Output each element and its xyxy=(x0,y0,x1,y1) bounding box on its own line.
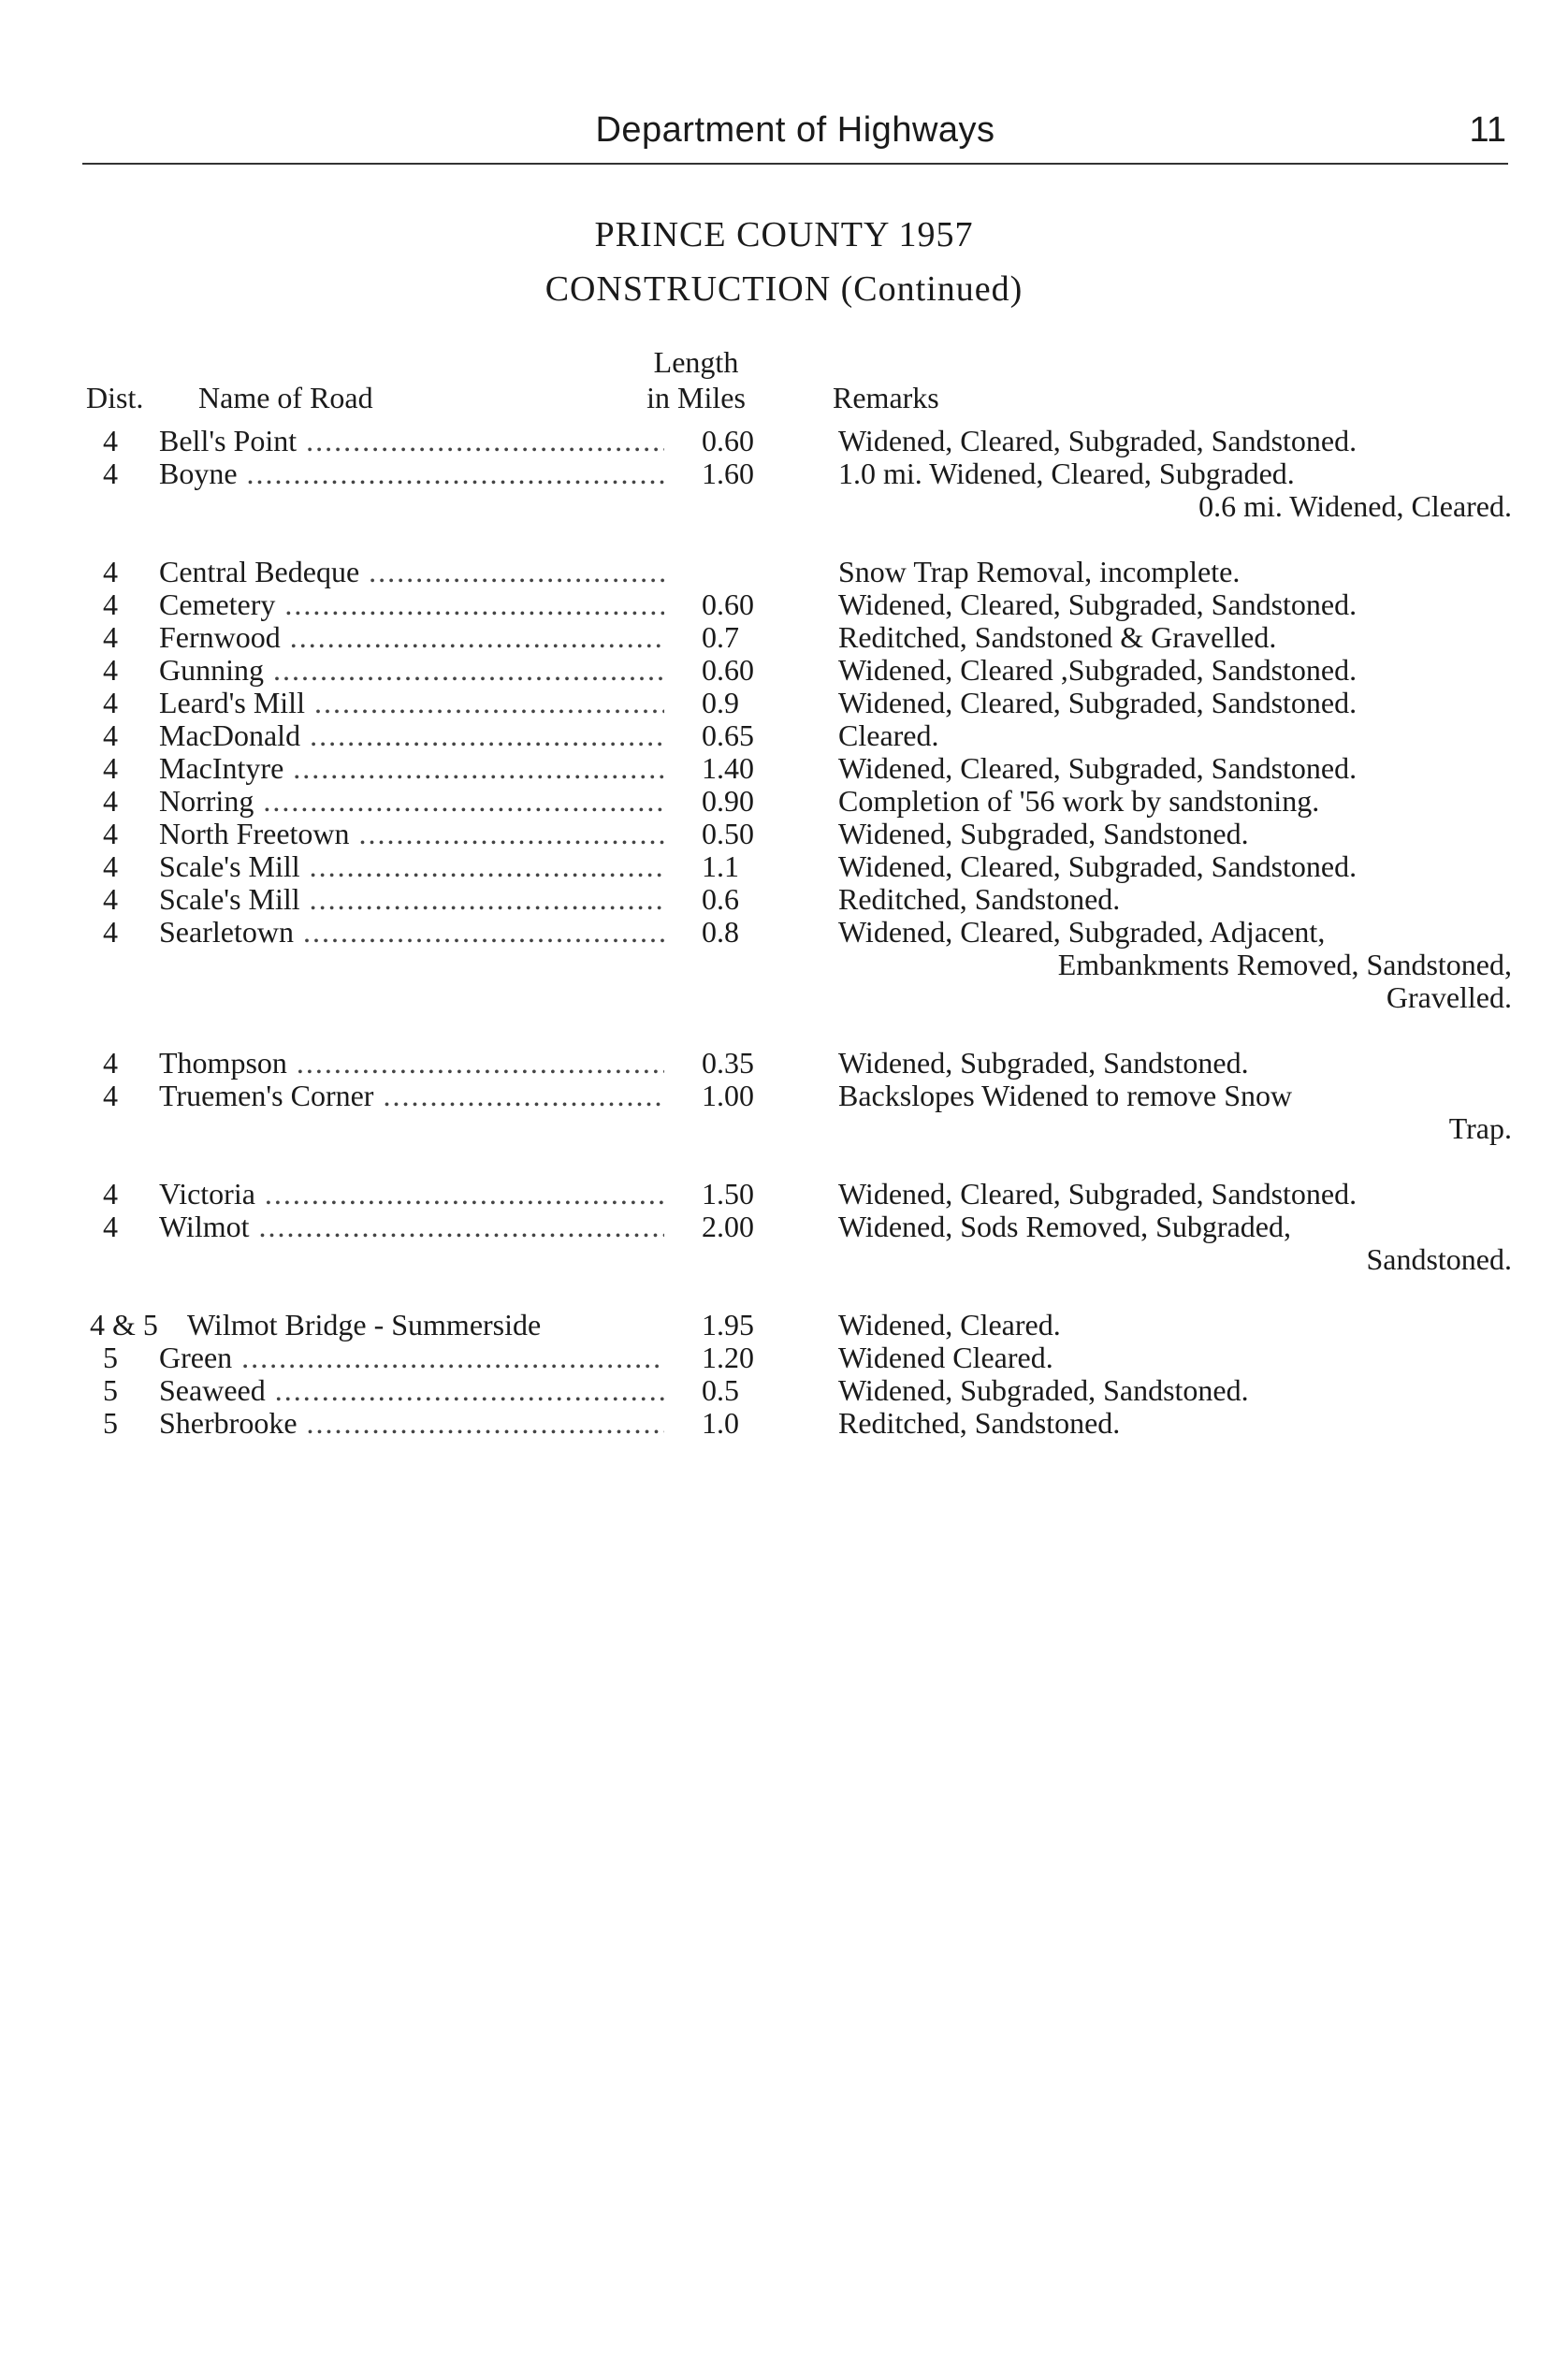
remarks-line: 1.0 mi. Widened, Cleared, Subgraded. xyxy=(838,457,1295,490)
length-cell: 1.1 xyxy=(702,849,739,883)
remarks-line: Completion of '56 work by sandstoning. xyxy=(838,784,1320,818)
title-line-1: PRINCE COUNTY 1957 xyxy=(594,215,974,254)
length-cell: 1.00 xyxy=(702,1079,754,1112)
dist-cell: 4 & 5 xyxy=(90,1308,158,1341)
road-name-cell: Sherbrooke ..... xyxy=(159,1407,664,1440)
road-name-cell: Victoria ..... xyxy=(159,1178,664,1211)
dist-cell: 4 xyxy=(103,1177,118,1211)
remarks-cell xyxy=(838,719,1512,752)
remarks-cell xyxy=(838,883,1512,916)
road-name-cell: North Freetown ..... xyxy=(159,818,664,850)
column-header-remarks: Remarks xyxy=(833,381,939,414)
dist-cell: 4 xyxy=(103,849,118,883)
remarks-cell xyxy=(838,785,1512,818)
length-cell: 1.0 xyxy=(702,1406,739,1440)
length-cell: 0.7 xyxy=(702,620,739,654)
length-cell: 0.65 xyxy=(702,718,754,752)
length-cell: 1.50 xyxy=(702,1177,754,1211)
dist-cell: 4 xyxy=(103,751,118,785)
road-name-cell: Truemen's Corner ..... xyxy=(159,1080,664,1112)
length-cell: 0.90 xyxy=(702,784,754,818)
remarks-cell xyxy=(838,588,1512,621)
remarks-cell xyxy=(838,850,1512,883)
column-header-dist: Dist. xyxy=(86,381,144,414)
road-name-cell: Norring ..... xyxy=(159,785,664,818)
column-header-length xyxy=(621,344,771,415)
remarks-line: Widened, Cleared, Subgraded, Sandstoned. xyxy=(838,424,1357,457)
length-cell: 1.95 xyxy=(702,1308,754,1341)
remarks-line: Widened, Cleared, Subgraded, Sandstoned. xyxy=(838,849,1357,883)
length-cell: 0.60 xyxy=(702,424,754,457)
road-name-cell: Fernwood ..... xyxy=(159,621,664,654)
dist-cell: 5 xyxy=(103,1406,118,1440)
remarks-line: Widened, Subgraded, Sandstoned. xyxy=(838,1046,1249,1080)
length-cell: 1.40 xyxy=(702,751,754,785)
road-name-cell: Leard's Mill ..... xyxy=(159,687,664,719)
remarks-cell xyxy=(838,457,1512,523)
road-name-cell: MacDonald ..... xyxy=(159,719,664,752)
remarks-line: Widened, Cleared, Subgraded, Adjacent, xyxy=(838,915,1326,949)
dist-cell: 4 xyxy=(103,915,118,949)
road-name-cell: Thompson ..... xyxy=(159,1047,664,1080)
dist-cell: 4 xyxy=(103,1210,118,1243)
length-cell: 0.5 xyxy=(702,1373,739,1407)
dist-cell: 4 xyxy=(103,718,118,752)
road-name-cell: Green ..... xyxy=(159,1341,664,1374)
road-name-cell: Searletown ..... xyxy=(159,916,664,949)
remarks-cell xyxy=(838,1341,1512,1374)
road-name-cell: Wilmot Bridge - Summerside xyxy=(187,1309,542,1341)
length-cell: 0.60 xyxy=(702,653,754,687)
remarks-cell xyxy=(838,556,1512,588)
dist-cell: 4 xyxy=(103,457,118,490)
remarks-cell xyxy=(838,916,1512,1014)
dist-cell: 4 xyxy=(103,587,118,621)
remarks-line: Reditched, Sandstoned & Gravelled. xyxy=(838,620,1277,654)
dist-cell: 5 xyxy=(103,1341,118,1374)
remarks-cell xyxy=(838,654,1512,687)
remarks-line: Widened, Cleared ,Subgraded, Sandstoned. xyxy=(838,653,1357,687)
remarks-cell xyxy=(838,818,1512,850)
road-name-cell: Cemetery ..... xyxy=(159,588,664,621)
remarks-line: Gravelled. xyxy=(1386,980,1512,1014)
length-cell: 1.60 xyxy=(702,457,754,490)
remarks-line: Widened, Subgraded, Sandstoned. xyxy=(838,817,1249,850)
remarks-line: Snow Trap Removal, incomplete. xyxy=(838,555,1241,588)
page-number: 11 xyxy=(1469,110,1506,150)
title-line-2: CONSTRUCTION (Continued) xyxy=(544,269,1024,309)
road-name-cell: Central Bedeque ..... xyxy=(159,556,664,588)
remarks-line: Cleared. xyxy=(838,718,939,752)
length-cell: 0.8 xyxy=(702,915,739,949)
road-name-cell: Wilmot ..... xyxy=(159,1211,664,1243)
length-cell: 0.50 xyxy=(702,817,754,850)
remarks-line: Widened, Cleared, Subgraded, Sandstoned. xyxy=(838,686,1357,719)
remarks-cell xyxy=(838,425,1512,457)
dist-cell: 4 xyxy=(103,1079,118,1112)
dist-cell: 4 xyxy=(103,784,118,818)
length-cell: 0.35 xyxy=(702,1046,754,1080)
remarks-line: Widened, Cleared, Subgraded, Sandstoned. xyxy=(838,1177,1357,1211)
remarks-line: Trap. xyxy=(1448,1111,1512,1145)
remarks-line: Widened, Subgraded, Sandstoned. xyxy=(838,1373,1249,1407)
page-header xyxy=(82,110,1508,165)
length-cell: 0.6 xyxy=(702,882,739,916)
remarks-line: Reditched, Sandstoned. xyxy=(838,882,1121,916)
remarks-line: 0.6 mi. Widened, Cleared. xyxy=(1198,489,1512,523)
length-cell: 2.00 xyxy=(702,1210,754,1243)
remarks-line: Widened, Cleared, Subgraded, Sandstoned. xyxy=(838,587,1357,621)
dist-cell: 4 xyxy=(103,555,118,588)
dist-cell: 4 xyxy=(103,653,118,687)
road-name-cell: Boyne ..... xyxy=(159,457,664,490)
remarks-cell xyxy=(838,687,1512,719)
remarks-line: Widened, Sods Removed, Subgraded, xyxy=(838,1210,1291,1243)
length-cell: 0.9 xyxy=(702,686,739,719)
remarks-cell xyxy=(838,1309,1512,1341)
road-name-cell: Bell's Point ..... xyxy=(159,425,664,457)
dist-cell: 5 xyxy=(103,1373,118,1407)
dist-cell: 4 xyxy=(103,1046,118,1080)
dist-cell: 4 xyxy=(103,424,118,457)
remarks-cell xyxy=(838,1080,1512,1145)
section-title xyxy=(0,208,1568,316)
remarks-line: Embankments Removed, Sandstoned, xyxy=(1057,948,1512,981)
remarks-line: Reditched, Sandstoned. xyxy=(838,1406,1121,1440)
remarks-cell xyxy=(838,1047,1512,1080)
remarks-line: Widened Cleared. xyxy=(838,1341,1053,1374)
remarks-line: Backslopes Widened to remove Snow xyxy=(838,1079,1293,1112)
road-name-cell: MacIntyre ..... xyxy=(159,752,664,785)
length-cell: 1.20 xyxy=(702,1341,754,1374)
running-title: Department of Highways xyxy=(595,110,995,150)
dist-cell: 4 xyxy=(103,882,118,916)
road-name-cell: Gunning ..... xyxy=(159,654,664,687)
remarks-line: Widened, Cleared. xyxy=(838,1308,1061,1341)
remarks-cell xyxy=(838,1211,1512,1276)
road-name-cell: Scale's Mill ..... xyxy=(159,850,664,883)
remarks-cell xyxy=(838,1374,1512,1407)
dist-cell: 4 xyxy=(103,620,118,654)
road-name-cell: Seaweed ..... xyxy=(159,1374,664,1407)
remarks-line: Sandstoned. xyxy=(1366,1242,1512,1276)
remarks-cell xyxy=(838,752,1512,785)
remarks-cell xyxy=(838,1178,1512,1211)
remarks-cell xyxy=(838,1407,1512,1440)
remarks-cell xyxy=(838,621,1512,654)
column-header-length-line1: Length xyxy=(653,345,739,379)
column-header-name: Name of Road xyxy=(198,381,373,414)
dist-cell: 4 xyxy=(103,817,118,850)
length-cell: 0.60 xyxy=(702,587,754,621)
remarks-line: Widened, Cleared, Subgraded, Sandstoned. xyxy=(838,751,1357,785)
dist-cell: 4 xyxy=(103,686,118,719)
column-header-length-line2: in Miles xyxy=(646,381,746,414)
road-name-cell: Scale's Mill ..... xyxy=(159,883,664,916)
